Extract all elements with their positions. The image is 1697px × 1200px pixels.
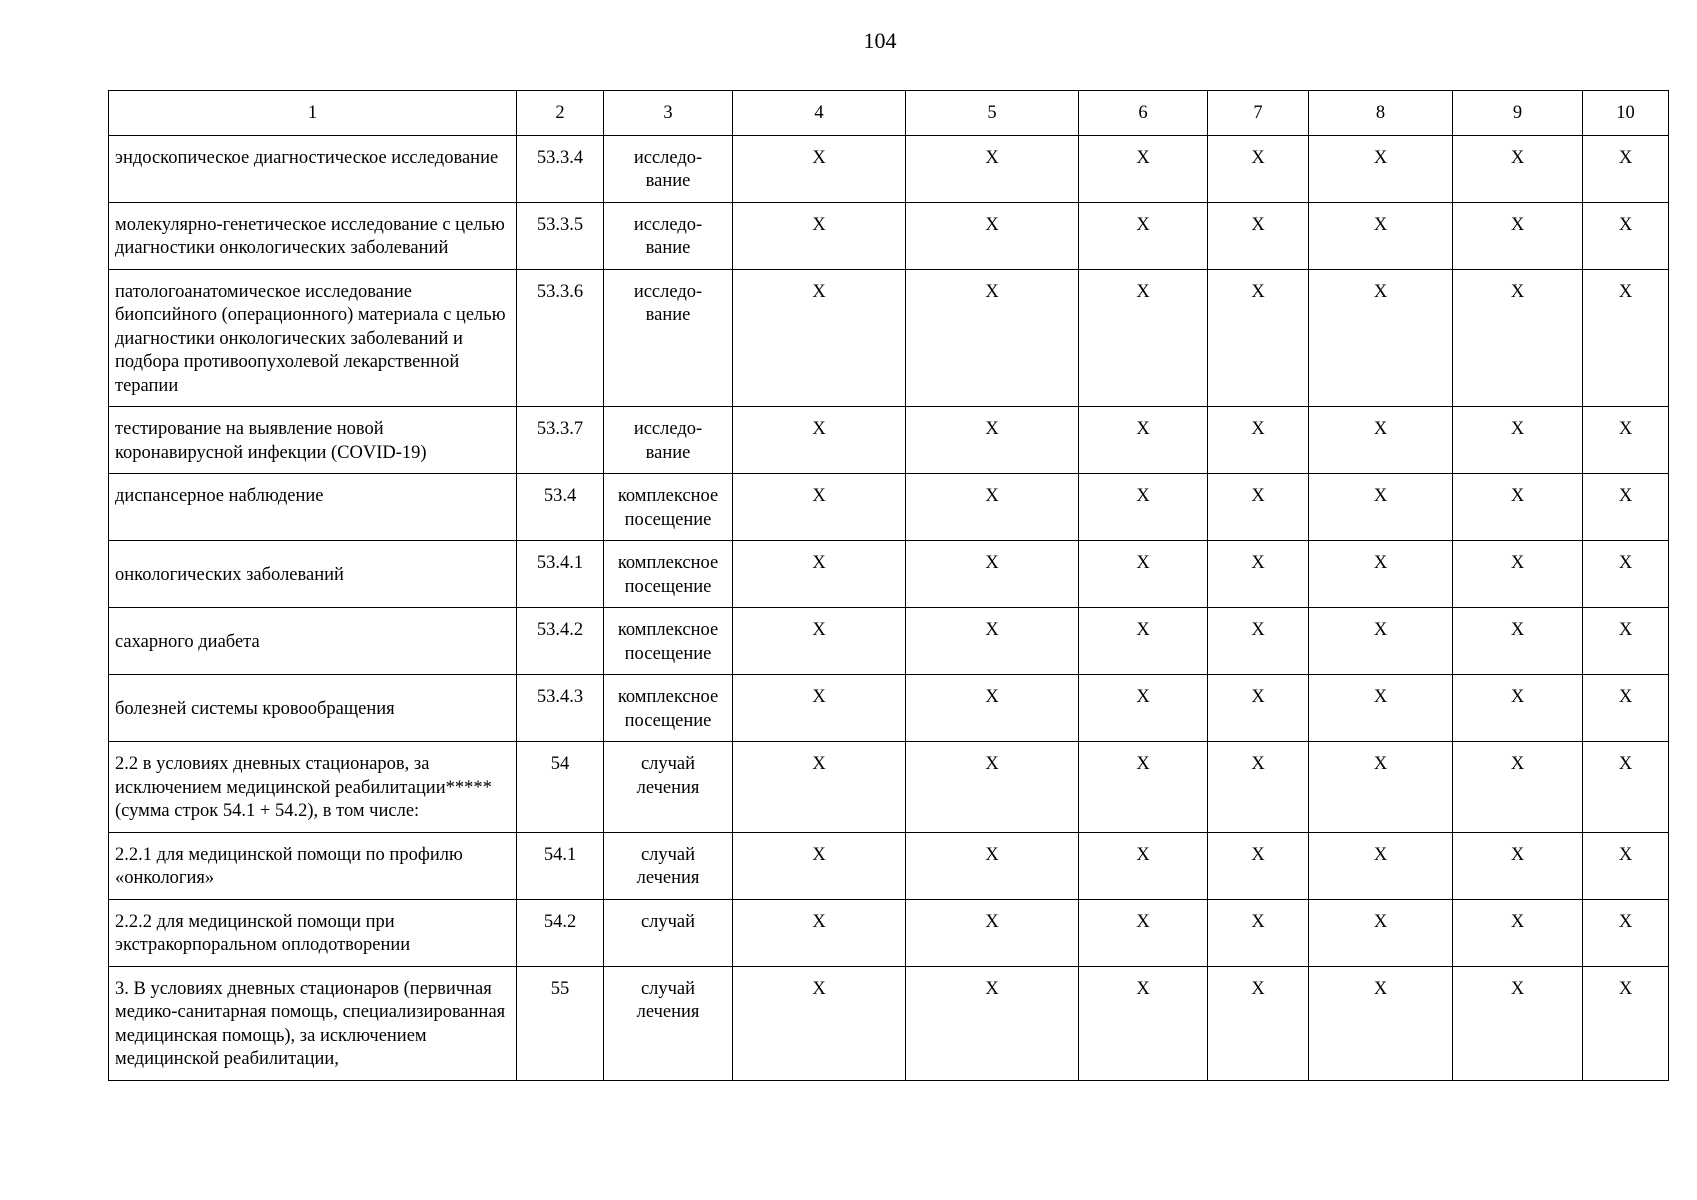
- row-value-cell-col4: X: [733, 269, 906, 407]
- row-value-cell-col9: X: [1453, 742, 1583, 833]
- row-value-cell-col9: X: [1453, 608, 1583, 675]
- header-cell-7: 7: [1208, 91, 1309, 136]
- row-value-cell-col4: X: [733, 407, 906, 474]
- row-value-cell-col5: X: [906, 269, 1079, 407]
- header-cell-5: 5: [906, 91, 1079, 136]
- row-value-cell-col6: X: [1079, 269, 1208, 407]
- table-row: [109, 202, 1669, 269]
- row-value-cell-col4: X: [733, 202, 906, 269]
- row-code-cell: 53.4.3: [517, 675, 604, 742]
- row-value-cell-col4: X: [733, 541, 906, 608]
- row-unit-cell: комплексное посещение: [604, 675, 733, 742]
- row-value-cell-col8: X: [1309, 742, 1453, 833]
- row-value-cell-col4: X: [733, 832, 906, 899]
- row-code-cell: 54.2: [517, 899, 604, 966]
- row-value-cell-col8: X: [1309, 966, 1453, 1080]
- row-value-cell-col8: X: [1309, 202, 1453, 269]
- row-value-cell-col10: X: [1583, 608, 1669, 675]
- row-unit-cell: комплексное посещение: [604, 541, 733, 608]
- row-value-cell-col7: X: [1208, 541, 1309, 608]
- row-value-cell-col6: X: [1079, 608, 1208, 675]
- row-value-cell-col9: X: [1453, 899, 1583, 966]
- row-value-cell-col8: X: [1309, 832, 1453, 899]
- row-value-cell-col10: X: [1583, 202, 1669, 269]
- row-name-cell: патологоанатомическое исследование биопсийного (операционного) материала с целью диагностики онкологических заболеваний и подбора противоопухолевой лекарственной терапии: [109, 269, 517, 407]
- row-value-cell-col7: X: [1208, 899, 1309, 966]
- row-unit-cell: исследо- вание: [604, 202, 733, 269]
- row-value-cell-col10: X: [1583, 832, 1669, 899]
- row-value-cell-col7: X: [1208, 966, 1309, 1080]
- row-value-cell-col4: X: [733, 675, 906, 742]
- table-row: [109, 608, 1669, 675]
- row-value-cell-col10: X: [1583, 742, 1669, 833]
- row-value-cell-col10: X: [1583, 899, 1669, 966]
- row-name-cell: 2.2 в условиях дневных стационаров, за исключением медицинской реабилитации***** (сумма строк 54.1 + 54.2), в том числе:: [109, 742, 517, 833]
- row-unit-cell: случай лечения: [604, 832, 733, 899]
- row-value-cell-col5: X: [906, 474, 1079, 541]
- table-row: [109, 407, 1669, 474]
- row-value-cell-col4: X: [733, 899, 906, 966]
- header-cell-1: 1: [109, 91, 517, 136]
- row-code-cell: 54.1: [517, 832, 604, 899]
- row-value-cell-col7: X: [1208, 474, 1309, 541]
- row-value-cell-col6: X: [1079, 135, 1208, 202]
- row-value-cell-col9: X: [1453, 135, 1583, 202]
- header-cell-6: 6: [1079, 91, 1208, 136]
- row-code-cell: 53.4: [517, 474, 604, 541]
- row-value-cell-col9: X: [1453, 541, 1583, 608]
- header-cell-2: 2: [517, 91, 604, 136]
- row-value-cell-col5: X: [906, 966, 1079, 1080]
- row-value-cell-col9: X: [1453, 675, 1583, 742]
- row-value-cell-col4: X: [733, 474, 906, 541]
- row-value-cell-col8: X: [1309, 135, 1453, 202]
- row-value-cell-col6: X: [1079, 407, 1208, 474]
- row-value-cell-col5: X: [906, 608, 1079, 675]
- row-name-cell: молекулярно-генетическое исследование с целью диагностики онкологических заболеваний: [109, 202, 517, 269]
- header-cell-10: 10: [1583, 91, 1669, 136]
- row-name-cell: болезней системы кровообращения: [109, 675, 517, 742]
- row-value-cell-col5: X: [906, 742, 1079, 833]
- header-cell-9: 9: [1453, 91, 1583, 136]
- row-value-cell-col6: X: [1079, 966, 1208, 1080]
- row-code-cell: 53.4.1: [517, 541, 604, 608]
- table-row: [109, 832, 1669, 899]
- row-value-cell-col4: X: [733, 135, 906, 202]
- row-value-cell-col6: X: [1079, 742, 1208, 833]
- table-row: [109, 474, 1669, 541]
- row-value-cell-col10: X: [1583, 474, 1669, 541]
- row-value-cell-col6: X: [1079, 899, 1208, 966]
- header-row: [109, 91, 1669, 136]
- row-value-cell-col7: X: [1208, 269, 1309, 407]
- row-value-cell-col7: X: [1208, 202, 1309, 269]
- row-value-cell-col10: X: [1583, 407, 1669, 474]
- row-value-cell-col6: X: [1079, 541, 1208, 608]
- row-unit-cell: случай лечения: [604, 742, 733, 833]
- row-value-cell-col5: X: [906, 135, 1079, 202]
- row-value-cell-col8: X: [1309, 675, 1453, 742]
- row-value-cell-col8: X: [1309, 474, 1453, 541]
- row-value-cell-col9: X: [1453, 966, 1583, 1080]
- table-row: [109, 541, 1669, 608]
- row-value-cell-col10: X: [1583, 541, 1669, 608]
- row-unit-cell: исследо- вание: [604, 407, 733, 474]
- row-value-cell-col10: X: [1583, 675, 1669, 742]
- row-value-cell-col5: X: [906, 202, 1079, 269]
- row-value-cell-col8: X: [1309, 407, 1453, 474]
- row-unit-cell: комплексное посещение: [604, 608, 733, 675]
- row-value-cell-col9: X: [1453, 202, 1583, 269]
- row-value-cell-col5: X: [906, 675, 1079, 742]
- table-body: [109, 135, 1669, 1080]
- row-name-cell: сахарного диабета: [109, 608, 517, 675]
- table-row: [109, 966, 1669, 1080]
- row-value-cell-col6: X: [1079, 675, 1208, 742]
- row-value-cell-col6: X: [1079, 832, 1208, 899]
- row-value-cell-col8: X: [1309, 269, 1453, 407]
- table-row: [109, 135, 1669, 202]
- row-name-cell: 3. В условиях дневных стационаров (первичная медико-санитарная помощь, специализированная медицинская помощь), за исключением медицинской реабилитации,: [109, 966, 517, 1080]
- row-code-cell: 55: [517, 966, 604, 1080]
- row-code-cell: 53.3.6: [517, 269, 604, 407]
- row-value-cell-col7: X: [1208, 407, 1309, 474]
- row-value-cell-col4: X: [733, 966, 906, 1080]
- row-value-cell-col5: X: [906, 899, 1079, 966]
- row-value-cell-col8: X: [1309, 899, 1453, 966]
- row-value-cell-col9: X: [1453, 407, 1583, 474]
- table-row: [109, 742, 1669, 833]
- row-unit-cell: исследо- вание: [604, 135, 733, 202]
- table-row: [109, 269, 1669, 407]
- row-name-cell: диспансерное наблюдение: [109, 474, 517, 541]
- header-cell-4: 4: [733, 91, 906, 136]
- row-value-cell-col9: X: [1453, 269, 1583, 407]
- row-value-cell-col7: X: [1208, 675, 1309, 742]
- row-code-cell: 54: [517, 742, 604, 833]
- row-code-cell: 53.3.4: [517, 135, 604, 202]
- row-value-cell-col9: X: [1453, 474, 1583, 541]
- row-value-cell-col6: X: [1079, 474, 1208, 541]
- row-value-cell-col8: X: [1309, 541, 1453, 608]
- row-value-cell-col4: X: [733, 608, 906, 675]
- row-value-cell-col4: X: [733, 742, 906, 833]
- row-code-cell: 53.4.2: [517, 608, 604, 675]
- row-name-cell: эндоскопическое диагностическое исследование: [109, 135, 517, 202]
- row-value-cell-col5: X: [906, 407, 1079, 474]
- table-row: [109, 899, 1669, 966]
- data-table: [108, 90, 1669, 1081]
- row-code-cell: 53.3.7: [517, 407, 604, 474]
- row-value-cell-col7: X: [1208, 608, 1309, 675]
- row-code-cell: 53.3.5: [517, 202, 604, 269]
- row-value-cell-col5: X: [906, 541, 1079, 608]
- row-value-cell-col10: X: [1583, 966, 1669, 1080]
- table-row: [109, 675, 1669, 742]
- row-value-cell-col8: X: [1309, 608, 1453, 675]
- row-value-cell-col6: X: [1079, 202, 1208, 269]
- row-name-cell: 2.2.2 для медицинской помощи при экстракорпоральном оплодотворении: [109, 899, 517, 966]
- row-value-cell-col9: X: [1453, 832, 1583, 899]
- row-unit-cell: случай: [604, 899, 733, 966]
- row-value-cell-col10: X: [1583, 269, 1669, 407]
- page-number: 104: [863, 28, 897, 53]
- row-name-cell: тестирование на выявление новой коронавирусной инфекции (COVID-19): [109, 407, 517, 474]
- row-value-cell-col7: X: [1208, 742, 1309, 833]
- header-cell-8: 8: [1309, 91, 1453, 136]
- header-cell-3: 3: [604, 91, 733, 136]
- row-unit-cell: комплексное посещение: [604, 474, 733, 541]
- row-value-cell-col7: X: [1208, 135, 1309, 202]
- row-value-cell-col10: X: [1583, 135, 1669, 202]
- row-unit-cell: случай лечения: [604, 966, 733, 1080]
- row-name-cell: 2.2.1 для медицинской помощи по профилю «онкология»: [109, 832, 517, 899]
- row-value-cell-col5: X: [906, 832, 1079, 899]
- row-unit-cell: исследо- вание: [604, 269, 733, 407]
- row-name-cell: онкологических заболеваний: [109, 541, 517, 608]
- row-value-cell-col7: X: [1208, 832, 1309, 899]
